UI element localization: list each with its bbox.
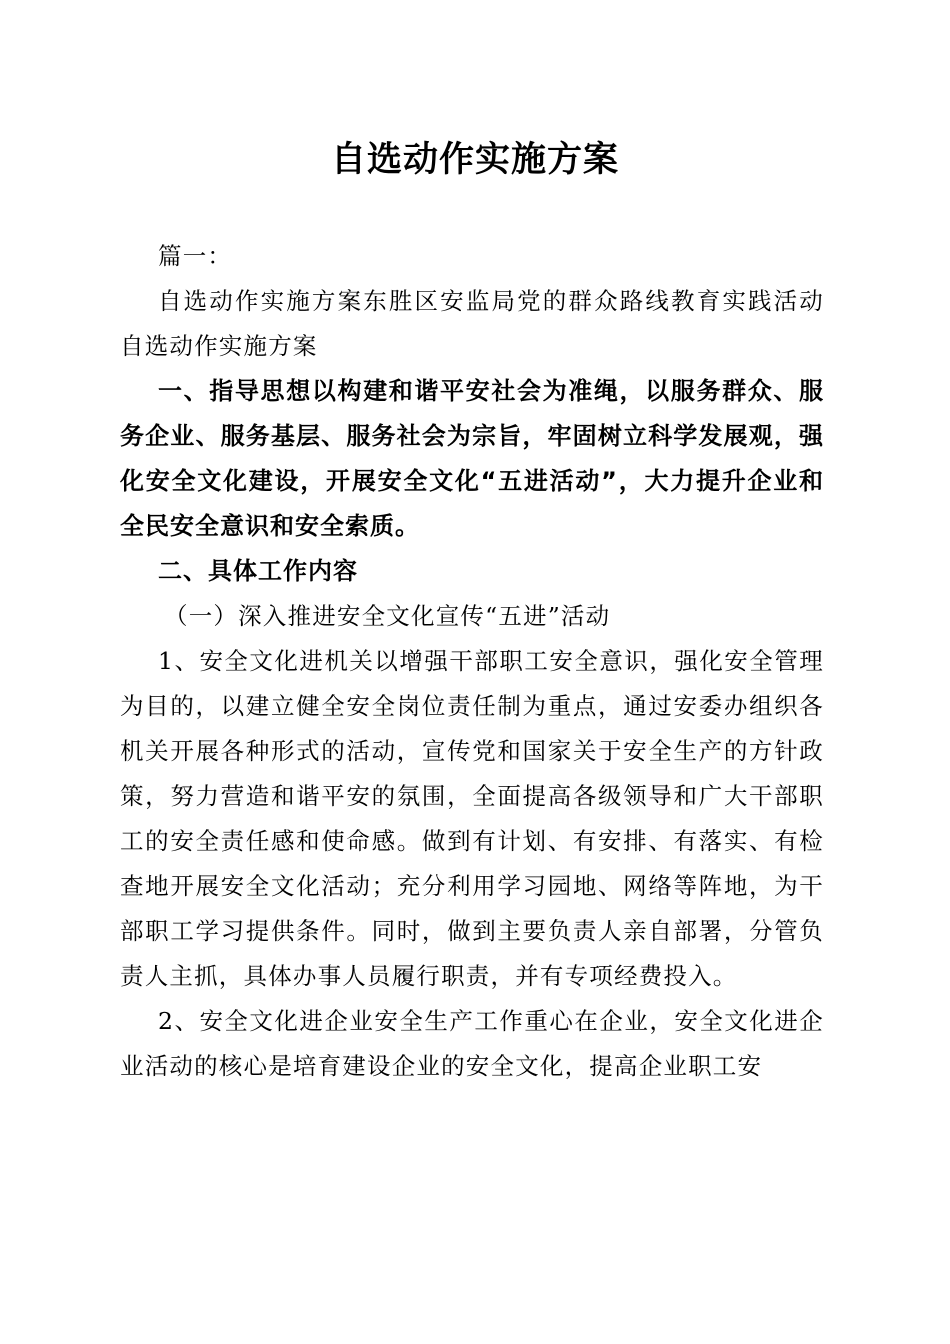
heading-work-content: 二、具体工作内容 [158, 557, 358, 585]
document-body [120, 234, 824, 1089]
paragraph-enterprises: 2、安全文化进企业安全生产工作重心在企业，安全文化进企业活动的核心是培育建设企业的安全文化，提高企业职工安 [120, 1007, 824, 1080]
subtitle-paragraph: 自选动作实施方案东胜区安监局党的群众路线教育实践活动自选动作实施方案 [120, 287, 824, 360]
document-title: 自选动作实施方案 [330, 139, 619, 180]
section-label: 篇一： [158, 242, 233, 270]
subheading-five-entries: （一）深入推进安全文化宣传“五进”活动 [164, 602, 611, 630]
heading-guiding-ideology: 一、指导思想以构建和谐平安社会为准绳，以服务群众、服务企业、服务基层、服务社会为宗旨，牢固树立科学发展观，强化安全文化建设，开展安全文化“五进活动”，大力提升企业和全民安全意识和安全索质。 [120, 377, 824, 540]
paragraph-agencies: 1、安全文化进机关以增强干部职工安全意识，强化安全管理为目的，以建立健全安全岗位责任制为重点，通过安委办组织各机关开展各种形式的活动，宣传党和国家关于安全生产的方针政策，努力营造和谐平安的氛围，全面提高各级领导和广大干部职工的安全责任感和使命感。做到有计划、有安排、有落实、有检查地开展安全文化活动；充分利用学习园地、网络等阵地，为干部职工学习提供条件。同时，做到主要负责人亲自部署，分管负责人主抓，具体办事人员履行职责，并有专项经费投入。 [120, 647, 824, 990]
